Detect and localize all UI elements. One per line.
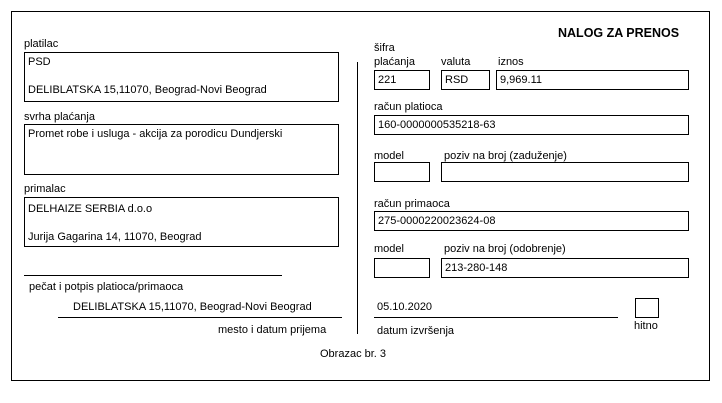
payer-address: DELIBLATSKA 15,11070, Beograd-Novi Beograd	[28, 84, 267, 96]
payer-account-field[interactable]	[374, 115, 689, 135]
reference-field-1[interactable]	[441, 162, 689, 182]
form-number: Obrazac br. 3	[320, 348, 387, 360]
recipient-name: DELHAIZE SERBIA d.o.o	[28, 203, 153, 215]
sifra-value: 221	[378, 74, 397, 86]
execution-date-value: 05.10.2020	[377, 301, 433, 313]
sifra-label-2: plaćanja	[374, 56, 415, 68]
place-value: DELIBLATSKA 15,11070, Beograd-Novi Beograd	[73, 301, 312, 313]
purpose-field[interactable]	[24, 124, 339, 175]
urgent-checkbox[interactable]	[635, 298, 659, 318]
recipient-field[interactable]	[24, 197, 339, 247]
form-title: NALOG ZA PRENOS	[558, 26, 680, 40]
column-divider	[357, 62, 358, 334]
payer-name: PSD	[28, 56, 51, 68]
iznos-field[interactable]	[496, 70, 689, 90]
model-label-1: model	[374, 150, 404, 162]
valuta-label: valuta	[441, 56, 471, 68]
stamp-label: pečat i potpis platioca/primaoca	[29, 281, 184, 293]
iznos-label: iznos	[498, 56, 524, 68]
recipient-account-value: 275-0000220023624-08	[378, 215, 496, 227]
payer-account-label: račun platioca	[374, 101, 443, 113]
purpose-value: Promet robe i usluga - akcija za porodicu Dundjerski	[28, 128, 283, 140]
recipient-account-field[interactable]	[374, 211, 689, 231]
place-label: mesto i datum prijema	[218, 324, 327, 336]
reference-field-2[interactable]	[441, 258, 689, 278]
recipient-label: primalac	[24, 183, 66, 195]
sifra-label: šifra	[374, 42, 395, 54]
payer-label: platilac	[24, 38, 59, 50]
execution-date-line	[374, 317, 618, 318]
execution-date-label: datum izvršenja	[377, 325, 455, 337]
sifra-field[interactable]	[374, 70, 430, 90]
iznos-value: 9,969.11	[500, 74, 543, 86]
valuta-field[interactable]	[441, 70, 490, 90]
reference-label-1: poziv na broj (zaduženje)	[444, 150, 567, 162]
payer-field[interactable]	[24, 52, 339, 102]
place-line	[58, 317, 342, 318]
recipient-address: Jurija Gagarina 14, 11070, Beograd	[28, 231, 202, 243]
reference-label-2: poziv na broj (odobrenje)	[444, 243, 566, 255]
model-field-1[interactable]	[374, 162, 430, 182]
recipient-account-label: račun primaoca	[374, 198, 450, 210]
signature-line	[24, 275, 282, 276]
valuta-value: RSD	[445, 74, 469, 86]
reference-value-2: 213-280-148	[445, 262, 508, 274]
model-field-2[interactable]	[374, 258, 430, 278]
payer-account-value: 160-0000000535218-63	[378, 119, 496, 131]
model-label-2: model	[374, 243, 404, 255]
purpose-label: svrha plaćanja	[24, 111, 95, 123]
urgent-label: hitno	[634, 320, 658, 332]
